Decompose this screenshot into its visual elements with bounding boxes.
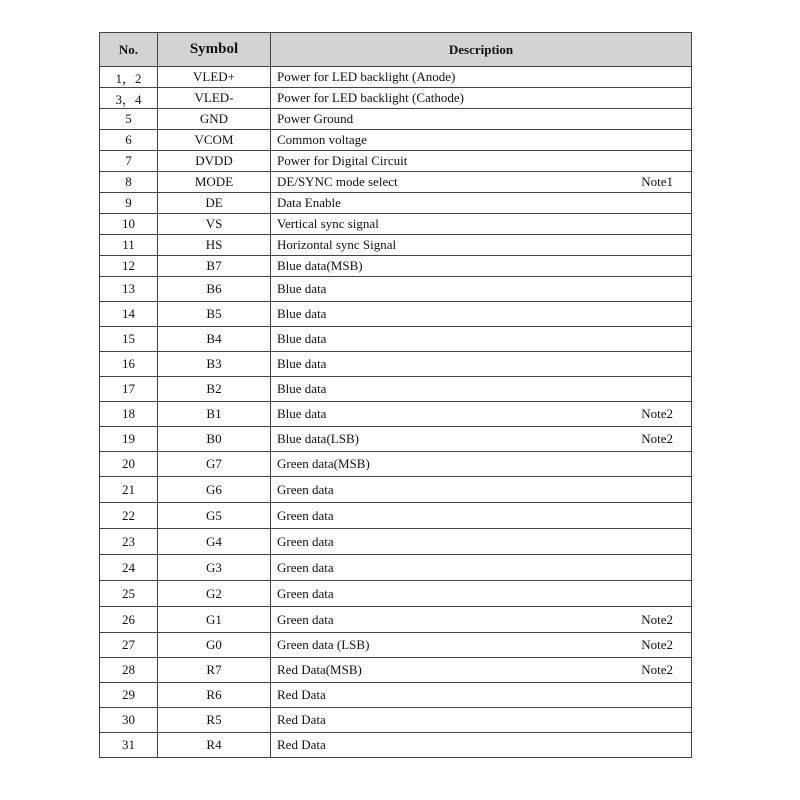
- table-row: [100, 607, 692, 633]
- pin-symbol: R4: [158, 733, 271, 758]
- table-row: [100, 88, 692, 109]
- pin-symbol: B6: [158, 277, 271, 302]
- pin-description-cell: [271, 88, 692, 109]
- description-wrap: [277, 237, 673, 253]
- description-wrap: [277, 356, 673, 372]
- description-wrap: [277, 153, 673, 169]
- pin-symbol: GND: [158, 109, 271, 130]
- description-wrap: [277, 456, 673, 472]
- pin-number: 29: [100, 683, 158, 708]
- pin-number: 15: [100, 327, 158, 352]
- pin-symbol: B5: [158, 302, 271, 327]
- pin-description-cell: [271, 555, 692, 581]
- pin-description-cell: [271, 452, 692, 477]
- description-wrap: [277, 508, 673, 524]
- description-wrap: [277, 560, 673, 576]
- pin-description: Green data(MSB): [277, 456, 370, 471]
- pin-description: Green data: [277, 507, 334, 523]
- pin-number: 8: [100, 172, 158, 193]
- description-wrap: [277, 174, 673, 190]
- pin-description-cell: [271, 277, 692, 302]
- table-row: [100, 733, 692, 758]
- pin-symbol: G4: [158, 529, 271, 555]
- pin-symbol: B2: [158, 377, 271, 402]
- pin-description: Data Enable: [277, 195, 341, 210]
- pin-number: 17: [100, 377, 158, 402]
- pin-note: Note1: [641, 174, 673, 189]
- pin-description: Power Ground: [277, 111, 354, 126]
- pin-symbol: R6: [158, 683, 271, 708]
- table-body: [100, 67, 692, 758]
- pin-description: Red Data: [277, 712, 326, 727]
- table-row: [100, 402, 692, 427]
- pin-number: 3，4: [100, 88, 158, 109]
- table-row: [100, 151, 692, 172]
- pin-description-cell: [271, 529, 692, 555]
- pin-description: Green data: [277, 481, 334, 497]
- table-row: [100, 377, 692, 402]
- pin-number: 11: [100, 235, 158, 256]
- pin-symbol: B3: [158, 352, 271, 377]
- pin-description: Common voltage: [277, 132, 367, 147]
- pin-number: 9: [100, 193, 158, 214]
- pin-number: 30: [100, 708, 158, 733]
- pin-symbol: G2: [158, 581, 271, 607]
- pin-description: Blue data: [277, 331, 327, 346]
- pin-description: Blue data: [277, 406, 327, 421]
- pin-description: Blue data: [277, 356, 327, 371]
- pin-note: Note2: [641, 611, 673, 627]
- table-row: [100, 427, 692, 452]
- table-row: [100, 529, 692, 555]
- pin-description: Blue data: [277, 381, 327, 396]
- description-wrap: [277, 69, 673, 85]
- pin-description: Blue data: [277, 306, 327, 321]
- pin-description: Green data: [277, 611, 334, 627]
- pin-note: Note2: [641, 406, 673, 421]
- table-row: [100, 193, 692, 214]
- pin-number: 20: [100, 452, 158, 477]
- pin-description-cell: [271, 683, 692, 708]
- pin-number: 1，2: [100, 67, 158, 88]
- pin-symbol: G7: [158, 452, 271, 477]
- description-wrap: [277, 281, 673, 297]
- pin-number: 24: [100, 555, 158, 581]
- table-row: [100, 555, 692, 581]
- table-row: [100, 109, 692, 130]
- pin-number: 31: [100, 733, 158, 758]
- pin-description: Red Data(MSB): [277, 662, 362, 677]
- table-row: [100, 277, 692, 302]
- pin-number: 23: [100, 529, 158, 555]
- header-row: [100, 33, 692, 67]
- pin-symbol: G0: [158, 633, 271, 658]
- description-wrap: [277, 637, 673, 653]
- pin-description-cell: [271, 581, 692, 607]
- table-row: [100, 235, 692, 256]
- pin-description: Red Data: [277, 737, 326, 752]
- pin-description-cell: [271, 377, 692, 402]
- table-row: [100, 452, 692, 477]
- description-wrap: [277, 534, 673, 550]
- pin-symbol: DE: [158, 193, 271, 214]
- pin-description-cell: [271, 193, 692, 214]
- pin-description-cell: [271, 327, 692, 352]
- description-wrap: [277, 111, 673, 127]
- pin-description-cell: [271, 658, 692, 683]
- pin-description-cell: [271, 708, 692, 733]
- description-wrap: [277, 612, 673, 628]
- pin-number: 14: [100, 302, 158, 327]
- pin-description-cell: [271, 477, 692, 503]
- pin-number: 21: [100, 477, 158, 503]
- pin-number: 13: [100, 277, 158, 302]
- description-wrap: [277, 712, 673, 728]
- pin-description-cell: [271, 214, 692, 235]
- pin-description-cell: [271, 352, 692, 377]
- pin-symbol: R5: [158, 708, 271, 733]
- table-row: [100, 172, 692, 193]
- pin-number: 10: [100, 214, 158, 235]
- pin-symbol: MODE: [158, 172, 271, 193]
- pin-description: DE/SYNC mode select: [277, 174, 398, 189]
- pin-note: Note2: [641, 431, 673, 446]
- description-wrap: [277, 406, 673, 422]
- table-row: [100, 633, 692, 658]
- pin-symbol: B4: [158, 327, 271, 352]
- pin-definition-table: [99, 32, 692, 758]
- table-row: [100, 352, 692, 377]
- pin-description: Power for LED backlight (Cathode): [277, 90, 465, 105]
- pin-description-cell: [271, 302, 692, 327]
- pin-description: Red Data: [277, 687, 326, 702]
- pin-description-cell: [271, 402, 692, 427]
- pin-description: Power for LED backlight (Anode): [277, 69, 456, 84]
- table-row: [100, 256, 692, 277]
- pin-description: Green data: [277, 585, 334, 601]
- pin-description: Blue data: [277, 281, 327, 296]
- description-wrap: [277, 586, 673, 602]
- pin-symbol: B1: [158, 402, 271, 427]
- table-row: [100, 302, 692, 327]
- pin-description-cell: [271, 67, 692, 88]
- pin-number: 25: [100, 581, 158, 607]
- description-wrap: [277, 132, 673, 148]
- pin-description-cell: [271, 256, 692, 277]
- pin-symbol: G1: [158, 607, 271, 633]
- table-row: [100, 658, 692, 683]
- pin-number: 5: [100, 109, 158, 130]
- pin-symbol: G6: [158, 477, 271, 503]
- description-wrap: [277, 431, 673, 447]
- table-row: [100, 477, 692, 503]
- pin-symbol: G5: [158, 503, 271, 529]
- pin-symbol: VS: [158, 214, 271, 235]
- description-wrap: [277, 381, 673, 397]
- pin-description-cell: [271, 427, 692, 452]
- pin-description-cell: [271, 172, 692, 193]
- description-wrap: [277, 331, 673, 347]
- pin-description: Power for Digital Circuit: [277, 153, 408, 168]
- header-no: No.: [100, 33, 158, 67]
- pin-number: 18: [100, 402, 158, 427]
- pin-description: Vertical sync signal: [277, 216, 379, 231]
- pin-symbol: G3: [158, 555, 271, 581]
- pin-description-cell: [271, 607, 692, 633]
- pin-description: Blue data(MSB): [277, 258, 363, 273]
- pin-symbol: HS: [158, 235, 271, 256]
- description-wrap: [277, 737, 673, 753]
- pin-description-cell: [271, 503, 692, 529]
- pin-symbol: VCOM: [158, 130, 271, 151]
- pin-description: Blue data(LSB): [277, 431, 359, 446]
- table-row: [100, 708, 692, 733]
- pin-number: 27: [100, 633, 158, 658]
- pin-number: 7: [100, 151, 158, 172]
- description-wrap: [277, 216, 673, 232]
- pin-description-cell: [271, 235, 692, 256]
- pin-description-cell: [271, 633, 692, 658]
- pin-number: 12: [100, 256, 158, 277]
- description-wrap: [277, 687, 673, 703]
- table-row: [100, 683, 692, 708]
- table-row: [100, 327, 692, 352]
- pin-number: 26: [100, 607, 158, 633]
- table-header: [100, 33, 692, 67]
- header-description: Description: [271, 33, 692, 67]
- table-row: [100, 130, 692, 151]
- description-wrap: [277, 306, 673, 322]
- description-wrap: [277, 662, 673, 678]
- pin-symbol: VLED-: [158, 88, 271, 109]
- pin-number: 28: [100, 658, 158, 683]
- pin-symbol: B0: [158, 427, 271, 452]
- pin-number: 6: [100, 130, 158, 151]
- pin-description: Green data: [277, 559, 334, 575]
- description-wrap: [277, 90, 673, 106]
- description-wrap: [277, 195, 673, 211]
- pin-symbol: R7: [158, 658, 271, 683]
- table-row: [100, 581, 692, 607]
- header-symbol: Symbol: [158, 33, 271, 67]
- pin-number: 16: [100, 352, 158, 377]
- description-wrap: [277, 258, 673, 274]
- pin-number: 22: [100, 503, 158, 529]
- pin-note: Note2: [641, 662, 673, 677]
- pin-description-cell: [271, 151, 692, 172]
- pin-description-cell: [271, 130, 692, 151]
- pin-description: Horizontal sync Signal: [277, 237, 397, 252]
- pin-description-cell: [271, 733, 692, 758]
- pin-description-cell: [271, 109, 692, 130]
- pin-description: Green data: [277, 533, 334, 549]
- table-row: [100, 214, 692, 235]
- pin-note: Note2: [641, 637, 673, 652]
- table-row: [100, 503, 692, 529]
- table-row: [100, 67, 692, 88]
- pin-symbol: DVDD: [158, 151, 271, 172]
- pin-number: 19: [100, 427, 158, 452]
- pin-symbol: VLED+: [158, 67, 271, 88]
- pin-description: Green data (LSB): [277, 637, 370, 652]
- pin-symbol: B7: [158, 256, 271, 277]
- description-wrap: [277, 482, 673, 498]
